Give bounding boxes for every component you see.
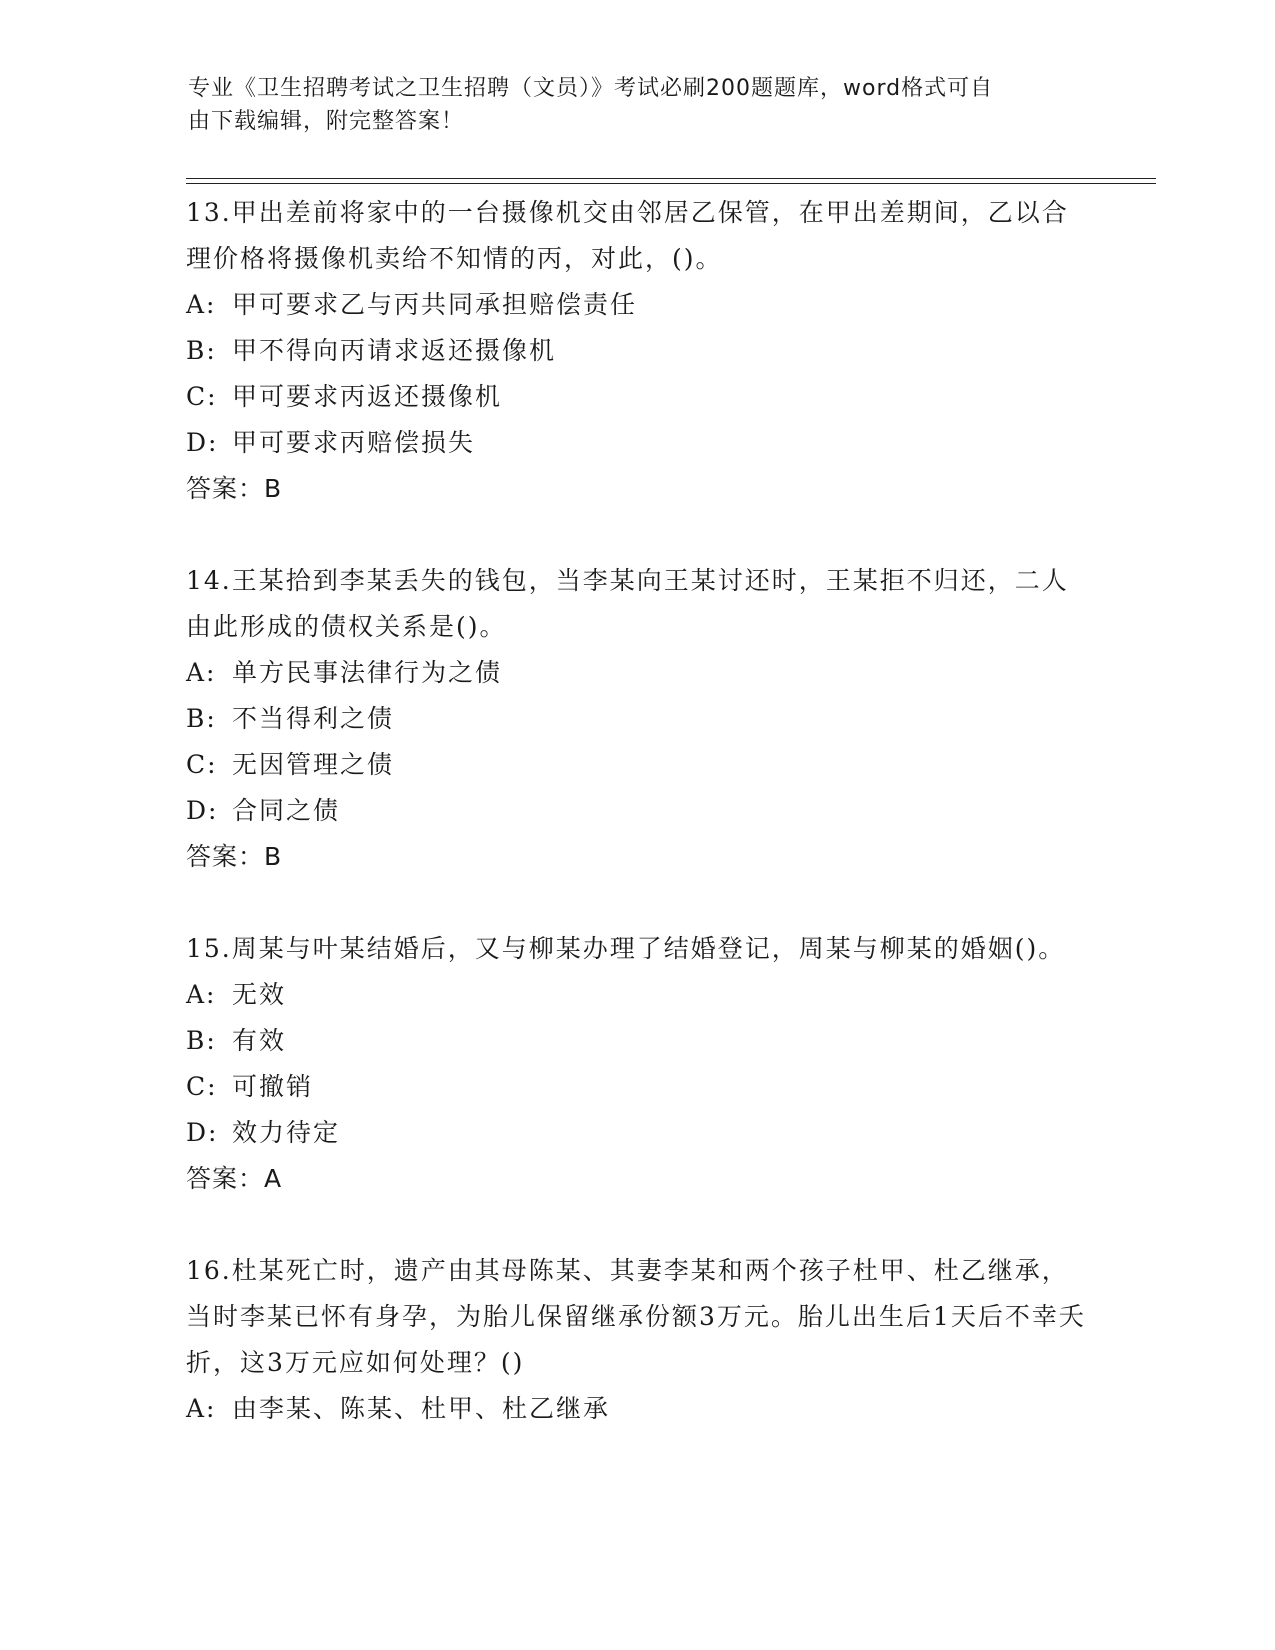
option-letter: C: <box>186 382 218 411</box>
header-line-1: 专业《卫生招聘考试之卫生招聘（文员）》考试必刷200题题库，word格式可自 <box>188 76 994 101</box>
question-stem: 13.甲出差前将家中的一台摄像机交由邻居乙保管，在甲出差期间，乙以合理价格将摄像机卖给不知情的丙，对此，()。 <box>186 198 1069 273</box>
option-b <box>186 328 1086 374</box>
option-text: 合同之债 <box>232 796 341 825</box>
question-15 <box>186 926 1086 1202</box>
option-c <box>186 374 1086 420</box>
option-text: 无效 <box>232 980 287 1009</box>
option-d <box>186 1110 1086 1156</box>
option-text: 甲可要求丙返还摄像机 <box>232 382 503 411</box>
header-divider-bottom <box>186 183 1156 184</box>
option-d <box>186 420 1086 466</box>
option-letter: D: <box>186 796 219 825</box>
answer-line: 答案：B <box>186 842 283 871</box>
question-stem: 15.周某与叶某结婚后，又与柳某办理了结婚登记，周某与柳某的婚姻()。 <box>186 934 1066 963</box>
option-c <box>186 1064 1086 1110</box>
option-text: 由李某、陈某、杜甲、杜乙继承 <box>232 1394 611 1423</box>
option-letter: A: <box>186 658 217 687</box>
option-letter: D: <box>186 428 219 457</box>
option-letter: A: <box>186 290 217 319</box>
option-text: 有效 <box>232 1026 287 1055</box>
option-text: 单方民事法律行为之债 <box>232 658 503 687</box>
option-text: 可撤销 <box>232 1072 314 1101</box>
option-letter: A: <box>186 1394 217 1423</box>
option-b <box>186 1018 1086 1064</box>
question-stem: 16.杜某死亡时，遗产由其母陈某、其妻李某和两个孩子杜甲、杜乙继承，当时李某已怀有身孕，为胎儿保留继承份额3万元。胎儿出生后1天后不幸夭折，这3万元应如何处理？() <box>186 1256 1086 1377</box>
option-letter: D: <box>186 1118 219 1147</box>
option-text: 甲可要求丙赔偿损失 <box>232 428 476 457</box>
document-header <box>188 72 1088 138</box>
option-a <box>186 1386 1086 1432</box>
option-a <box>186 650 1086 696</box>
option-text: 无因管理之债 <box>232 750 395 779</box>
option-letter: C: <box>186 750 218 779</box>
option-letter: B: <box>186 704 217 733</box>
option-c <box>186 742 1086 788</box>
option-text: 甲可要求乙与丙共同承担赔偿责任 <box>232 290 638 319</box>
option-letter: A: <box>186 980 217 1009</box>
header-line-2: 由下载编辑，附完整答案！ <box>188 109 465 134</box>
answer-line: 答案：B <box>186 474 283 503</box>
option-text: 不当得利之债 <box>232 704 395 733</box>
option-letter: B: <box>186 336 217 365</box>
header-divider-top <box>186 178 1156 179</box>
question-16 <box>186 1248 1086 1432</box>
question-list <box>186 190 1086 1478</box>
question-14 <box>186 558 1086 880</box>
question-13 <box>186 190 1086 512</box>
option-text: 甲不得向丙请求返还摄像机 <box>232 336 557 365</box>
option-a <box>186 972 1086 1018</box>
option-a <box>186 282 1086 328</box>
option-d <box>186 788 1086 834</box>
option-letter: C: <box>186 1072 218 1101</box>
answer-line: 答案：A <box>186 1164 283 1193</box>
option-text: 效力待定 <box>232 1118 341 1147</box>
option-letter: B: <box>186 1026 217 1055</box>
question-stem: 14.王某拾到李某丢失的钱包，当李某向王某讨还时，王某拒不归还，二人由此形成的债权关系是()。 <box>186 566 1069 641</box>
option-b <box>186 696 1086 742</box>
